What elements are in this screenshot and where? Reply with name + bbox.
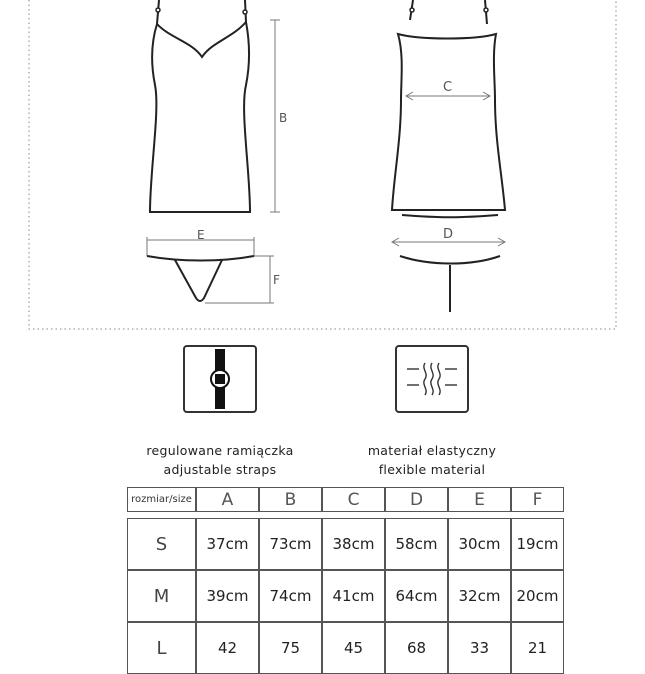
table-row xyxy=(127,622,564,674)
size-header-label: rozmiar/size xyxy=(127,487,196,512)
dimension-f-line xyxy=(205,256,274,303)
column-header: B xyxy=(259,487,322,512)
table-cell: 41cm xyxy=(322,570,385,622)
table-cell: 75 xyxy=(259,622,322,674)
table-cell: 30cm xyxy=(448,518,511,570)
table-cell: 73cm xyxy=(259,518,322,570)
table-cell: 64cm xyxy=(385,570,448,622)
chemise-back xyxy=(392,0,505,217)
thong-back xyxy=(400,256,500,312)
chemise-front xyxy=(150,0,250,212)
column-header: E xyxy=(448,487,511,512)
size-cell: S xyxy=(127,518,196,570)
column-header: F xyxy=(511,487,564,512)
dimension-d-label: D xyxy=(443,227,454,242)
feature-label-en: flexible material xyxy=(378,462,486,477)
elastic-material-icon xyxy=(395,345,469,413)
size-table xyxy=(127,487,564,674)
column-header: A xyxy=(196,487,259,512)
table-cell: 20cm xyxy=(511,570,564,622)
dimension-b-label: B xyxy=(279,111,288,125)
table-row xyxy=(127,518,564,570)
size-cell: L xyxy=(127,622,196,674)
thong xyxy=(147,256,254,301)
table-cell: 38cm xyxy=(322,518,385,570)
feature-flexible-material xyxy=(322,345,542,479)
dimension-e-label: E xyxy=(197,228,205,242)
column-header: D xyxy=(385,487,448,512)
table-cell: 68 xyxy=(385,622,448,674)
table-cell: 19cm xyxy=(511,518,564,570)
table-cell: 39cm xyxy=(196,570,259,622)
dotted-frame xyxy=(29,0,616,329)
size-cell: M xyxy=(127,570,196,622)
adjustable-strap-icon xyxy=(183,345,257,413)
table-row xyxy=(127,570,564,622)
dimension-c-label: C xyxy=(443,80,453,95)
table-cell: 37cm xyxy=(196,518,259,570)
table-cell: 74cm xyxy=(259,570,322,622)
table-cell: 32cm xyxy=(448,570,511,622)
column-header: C xyxy=(322,487,385,512)
table-cell: 21 xyxy=(511,622,564,674)
feature-label-pl: regulowane ramiączka xyxy=(146,443,294,458)
feature-label-pl: materiał elastyczny xyxy=(367,443,497,458)
dimension-f-label: F xyxy=(273,273,280,287)
feature-label-en: adjustable straps xyxy=(163,462,277,477)
table-cell: 58cm xyxy=(385,518,448,570)
table-cell: 33 xyxy=(448,622,511,674)
table-cell: 42 xyxy=(196,622,259,674)
table-header-row xyxy=(127,487,564,512)
feature-adjustable-straps xyxy=(110,345,330,479)
table-cell: 45 xyxy=(322,622,385,674)
